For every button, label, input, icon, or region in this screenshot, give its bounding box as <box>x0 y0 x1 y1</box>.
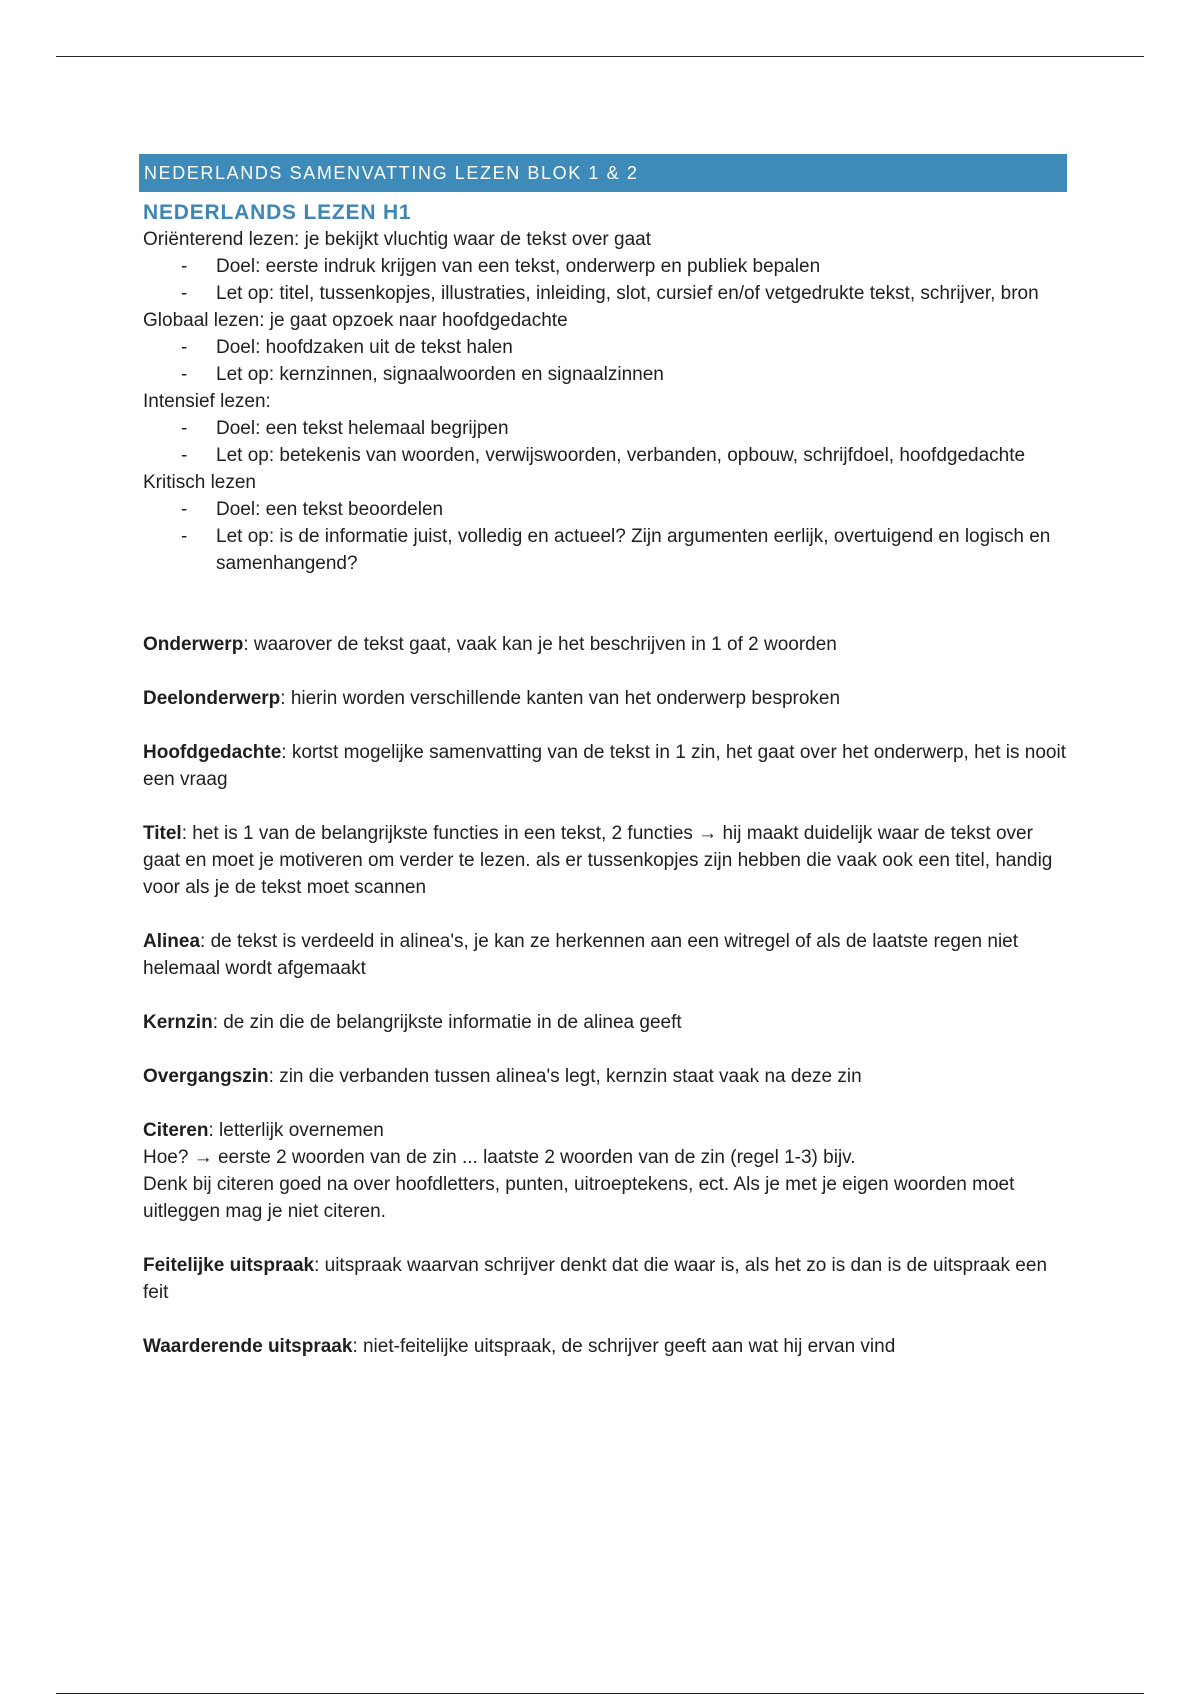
term-definition <box>143 820 1067 901</box>
term-line <box>143 1063 1067 1090</box>
term-name: Titel <box>143 823 182 844</box>
term-text: : het is 1 van de belangrijkste functies in een tekst, 2 functies → hij maakt duidelijk waar de tekst over gaat en moet je motiveren om verder te lezen. als er tussenkopjes zijn hebben die vaak ook een titel, handig voor als je de tekst moet scannen <box>143 823 1053 898</box>
term-text: : kortst mogelijke samenvatting van de tekst in 1 zin, het gaat over het onderwerp, het is nooit een vraag <box>143 742 1066 790</box>
term-line <box>143 1117 1067 1144</box>
page-top-rule <box>56 56 1144 57</box>
term-definition <box>143 739 1067 793</box>
term-text: : niet-feitelijke uitspraak, de schrijver geeft aan wat hij ervan vind <box>352 1336 896 1357</box>
term-line <box>143 820 1067 901</box>
bullet-text: Doel: eerste indruk krijgen van een tekst, onderwerp en publiek bepalen <box>216 256 821 277</box>
bullet-dash-icon: - <box>181 256 188 277</box>
bullet-dash-icon: - <box>181 526 188 547</box>
term-text: : hierin worden verschillende kanten van het onderwerp besproken <box>280 688 841 709</box>
bullet-text: Let op: is de informatie juist, volledig en actueel? Zijn argumenten eerlijk, overtuigend en logisch en samenhangend? <box>216 526 1051 574</box>
bullet-item <box>143 442 1067 469</box>
reading-type-label: Intensief lezen: <box>143 391 271 412</box>
term-name: Kernzin <box>143 1012 213 1033</box>
bullet-text: Let op: titel, tussenkopjes, illustraties, inleiding, slot, cursief en/of vetgedrukte tekst, schrijver, bron <box>216 283 1039 304</box>
term-line <box>143 631 1067 658</box>
section-heading: NEDERLANDS LEZEN H1 <box>143 201 412 224</box>
term-name: Feitelijke uitspraak <box>143 1255 315 1276</box>
term-definition <box>143 1333 1067 1360</box>
term-text: : de zin die de belangrijkste informatie in de alinea geeft <box>212 1012 682 1033</box>
bullet-item <box>143 496 1067 523</box>
term-text: : de tekst is verdeeld in alinea's, je kan ze herkennen aan een witregel of als de laatste regen niet helemaal wordt afgemaakt <box>143 931 1019 979</box>
term-name: Deelonderwerp <box>143 688 281 709</box>
bullet-list <box>143 415 1067 469</box>
term-definition <box>143 631 1067 658</box>
term-name: Alinea <box>143 931 201 952</box>
bullet-text: Doel: een tekst helemaal begrijpen <box>216 418 509 439</box>
bullet-item <box>143 253 1067 280</box>
term-name: Hoofdgedachte <box>143 742 282 763</box>
bullet-text: Doel: hoofdzaken uit de tekst halen <box>216 337 513 358</box>
bullet-dash-icon: - <box>181 283 188 304</box>
term-line <box>143 739 1067 793</box>
term-name: Overgangszin <box>143 1066 269 1087</box>
term-extra-line: Hoe? → eerste 2 woorden van de zin ... laatste 2 woorden van de zin (regel 1-3) bijv. <box>143 1147 856 1168</box>
bullet-item <box>143 523 1067 577</box>
term-definition <box>143 1252 1067 1306</box>
reading-type-label: Kritisch lezen <box>143 472 256 493</box>
bullet-list <box>143 496 1067 577</box>
bullet-dash-icon: - <box>181 364 188 385</box>
term-definition <box>143 685 1067 712</box>
term-name: Onderwerp <box>143 634 244 655</box>
term-line <box>143 1009 1067 1036</box>
term-line <box>143 1333 1067 1360</box>
term-definition <box>143 1063 1067 1090</box>
term-text: : letterlijk overnemen <box>208 1120 384 1141</box>
reading-type-label: Globaal lezen: je gaat opzoek naar hoofdgedachte <box>143 310 568 331</box>
bullet-dash-icon: - <box>181 418 188 439</box>
document-title-banner: NEDERLANDS SAMENVATTING LEZEN BLOK 1 & 2 <box>139 154 1067 192</box>
term-text: : waarover de tekst gaat, vaak kan je het beschrijven in 1 of 2 woorden <box>243 634 837 655</box>
bullet-list <box>143 253 1067 307</box>
bullet-item <box>143 334 1067 361</box>
spacer <box>143 577 1067 631</box>
term-definition <box>143 1117 1067 1225</box>
bullet-list <box>143 334 1067 388</box>
bullet-item <box>143 415 1067 442</box>
term-name: Citeren <box>143 1120 209 1141</box>
bullet-text: Let op: kernzinnen, signaalwoorden en signaalzinnen <box>216 364 664 385</box>
bullet-item <box>143 280 1067 307</box>
bullet-dash-icon: - <box>181 499 188 520</box>
term-name: Waarderende uitspraak <box>143 1336 353 1357</box>
bullet-dash-icon: - <box>181 445 188 466</box>
bullet-text: Let op: betekenis van woorden, verwijswoorden, verbanden, opbouw, schrijfdoel, hoofdgedachte <box>216 445 1026 466</box>
page-bottom-rule <box>56 1693 1144 1694</box>
term-definition <box>143 928 1067 982</box>
reading-types-list <box>143 226 1067 577</box>
document-body <box>143 154 1067 1360</box>
bullet-dash-icon: - <box>181 337 188 358</box>
bullet-text: Doel: een tekst beoordelen <box>216 499 444 520</box>
reading-type-label: Oriënterend lezen: je bekijkt vluchtig waar de tekst over gaat <box>143 229 651 250</box>
term-text: : uitspraak waarvan schrijver denkt dat die waar is, als het zo is dan is de uitspraak een feit <box>143 1255 1048 1303</box>
term-text: : zin die verbanden tussen alinea's legt, kernzin staat vaak na deze zin <box>268 1066 862 1087</box>
bullet-item <box>143 361 1067 388</box>
terms-list <box>143 631 1067 1360</box>
term-line <box>143 1252 1067 1306</box>
term-line <box>143 685 1067 712</box>
term-line <box>143 928 1067 982</box>
term-extra-line: Denk bij citeren goed na over hoofdletters, punten, uitroeptekens, ect. Als je met je eigen woorden moet uitleggen mag je niet citeren. <box>143 1174 1015 1222</box>
term-definition <box>143 1009 1067 1036</box>
